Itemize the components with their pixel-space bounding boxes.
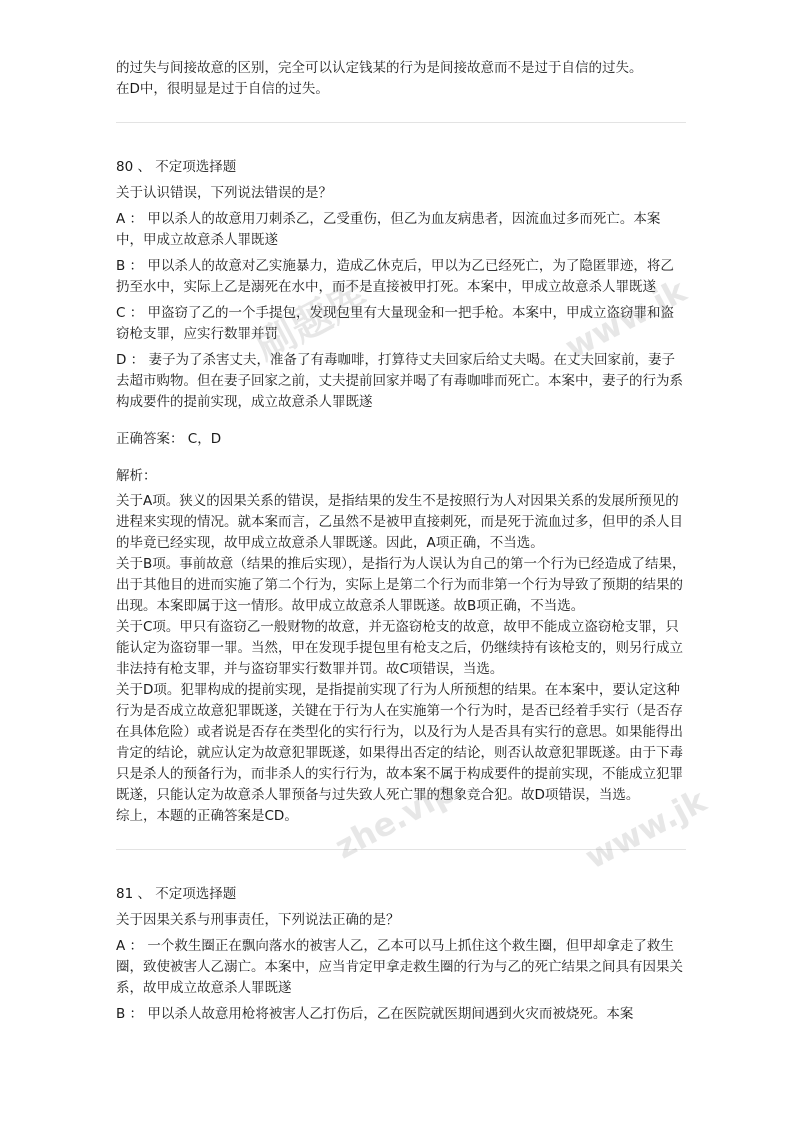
analysis-paragraph-d: 关于D项。犯罪构成的提前实现，是指提前实现了行为人所预想的结果。在本案中，要认定这种行为是否成立故意犯罪既遂，关键在于行为人在实施第一个行为时，是否已经着手实行（是否存在具体危险）或者说是否存在类型化的实行行为，以及行为人是否具有实行的意思。如果能得出肯定的结论，就应认定为故意犯罪既遂，如果得出否定的结论，则否认故意犯罪既遂。由于下毒只是杀人的预备行为，而非杀人的实行行为，故本案不属于构成要件的提前实现，不能成立犯罪既遂，只能认定为故意杀人罪预备与过失致人死亡罪的想象竞合犯。故D项错误，当选。 [116, 682, 683, 803]
watermark-text: 刷题库 [247, 273, 376, 371]
question-80-option-c: C ： 甲盗窃了乙的一个手提包，发现包里有大量现金和一把手枪。本案中，甲成立盗窃罪和盗窃枪支罪，应实行数罪并罚 [116, 305, 675, 342]
question-81-header: 81 、 不定项选择题 [116, 886, 237, 902]
question-81-stem: 关于因果关系与刑事责任，下列说法正确的是？ [116, 912, 400, 928]
divider [116, 122, 686, 123]
prev-answer-tail-1: 的过失与间接故意的区别，完全可以认定钱某的行为是间接故意而不是过于自信的过失。 [116, 60, 643, 76]
watermark-text: www.jk [558, 271, 693, 367]
question-81 [116, 884, 686, 1025]
question-80-analysis-label: 解析： [116, 468, 157, 484]
question-81-option-a: A ： 一个救生圈正在飘向落水的被害人乙，乙本可以马上抓住这个救生圈，但甲却拿走了救生圈，致使被害人乙溺亡。本案中，应当肯定甲拿走救生圈的行为与乙的死亡结果之间具有因果关系，故甲成立故意杀人罪既遂 [116, 938, 683, 996]
prev-answer-tail-2: 在D中，很明显是过于自信的过失。 [116, 81, 329, 97]
question-80-option-b: B ： 甲以杀人的故意对乙实施暴力，造成乙休克后，甲以为乙已经死亡，为了隐匿罪迹，将乙扔至水中，实际上乙是溺死在水中，而不是直接被甲打死。本案中，甲成立故意杀人罪既遂 [116, 258, 674, 295]
watermark-text: zhe.vip [328, 771, 462, 867]
question-81-option-b: B ： 甲以杀人故意用枪将被害人乙打伤后，乙在医院就医期间遇到火灾而被烧死。本案 [116, 1006, 634, 1022]
question-80-stem: 关于认识错误，下列说法错误的是？ [116, 185, 332, 201]
divider [116, 849, 686, 850]
question-80-answer: 正确答案： C，D [116, 431, 222, 447]
analysis-paragraph-b: 关于B项。事前故意（结果的推后实现），是指行为人误认为自己的第一个行为已经造成了结果，出于其他目的进而实施了第二个行为，实际上是第二个行为而非第一个行为导致了预期的结果的出现。本案即属于这一情形。故甲成立故意杀人罪既遂。故B项正确，不当选。 [116, 556, 686, 614]
question-80-option-d: D ： 妻子为了杀害丈夫，准备了有毒咖啡，打算待丈夫回家后给丈夫喝。在丈夫回家前，妻子去超市购物。但在妻子回家之前，丈夫提前回家并喝了有毒咖啡而死亡。本案中，妻子的行为系构成要件的提前实现，成立故意杀人罪既遂 [116, 352, 683, 410]
analysis-paragraph-a: 关于A项。狭义的因果关系的错误，是指结果的发生不是按照行为人对因果关系的发展所预见的进程来实现的情况。就本案而言，乙虽然不是被甲直接刺死，而是死于流血过多，但甲的杀人目的毕竟已经实现，故甲成立故意杀人罪既遂。因此，A项正确，不当选。 [116, 493, 683, 551]
analysis-summary: 综上，本题的正确答案是CD。 [116, 808, 298, 824]
question-80-option-a: A ： 甲以杀人的故意用刀刺杀乙，乙受重伤，但乙为血友病患者，因流血过多而死亡。本案中，甲成立故意杀人罪既遂 [116, 211, 661, 248]
watermark-text: www.jk [578, 781, 713, 877]
analysis-paragraph-c: 关于C项。甲只有盗窃乙一般财物的故意，并无盗窃枪支的故意，故甲不能成立盗窃枪支罪，只能认定为盗窃罪一罪。当然，甲在发现手提包里有枪支之后，仍继续持有该枪支的，则另行成立非法持有枪支罪，并与盗窃罪实行数罪并罚。故C项错误，当选。 [116, 619, 683, 677]
question-80-header: 80 、 不定项选择题 [116, 159, 237, 175]
document-page [116, 58, 686, 1030]
question-80 [116, 157, 686, 827]
